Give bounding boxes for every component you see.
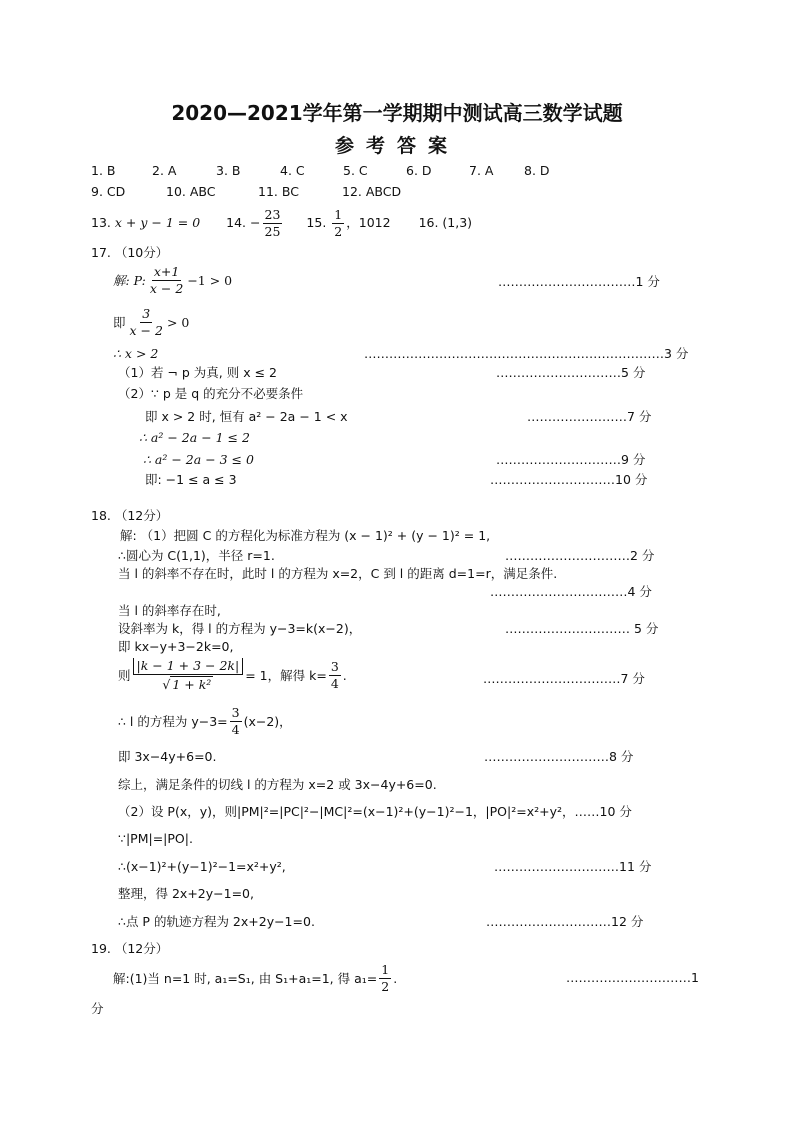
q18-score-2: …………………………2 分 — [505, 548, 655, 563]
q18-score-7: ……………………………7 分 — [483, 671, 645, 686]
page-subtitle: 参考答案 — [334, 135, 459, 157]
q15-label: 15. — [306, 215, 327, 230]
q15-fraction: $\frac{1}{2}$ — [334, 206, 343, 239]
q17-line1: 解: P: $\frac{x+1}{x - 2}$ −1 > 0 — [113, 264, 233, 296]
q18-line15: ∴点 P 的轨迹方程为 2x+2y−1=0. — [118, 914, 315, 929]
q18-line13: ∴(x−1)²+(y−1)²−1=x²+y², — [118, 859, 286, 874]
q18-line4: 当 l 的斜率存在时, — [118, 603, 221, 618]
q19-score-1: …………………………1 — [566, 970, 699, 985]
q17-line6: 即 x > 2 时, 恒有 a² − 2a − 1 < x — [145, 409, 348, 424]
mc-answer: 8. D — [524, 163, 550, 178]
q18-score-8: …………………………8 分 — [484, 749, 634, 764]
fill-in-answers — [91, 203, 472, 243]
q18-line8: ∴ l 的方程为 y−3= $\frac{3}{4}$ (x−2)， — [118, 705, 292, 737]
page-title: 2020—2021学年第一学期期中测试高三数学试题 — [171, 101, 623, 125]
q17-line9: 即: −1 ≤ a ≤ 3 — [145, 472, 237, 487]
q18-line2: ∴圆心为 C(1,1)，半径 r=1. — [118, 548, 275, 563]
q18-line9: 即 3x−4y+6=0. — [118, 749, 217, 764]
q17-line8: ∴ a² − 2a − 3 ≤ 0 — [143, 452, 254, 467]
q18-score-12: …………………………12 分 — [486, 914, 644, 929]
mc-answer: 7. A — [469, 163, 494, 178]
q18-line6: 即 kx−y+3−2k=0, — [118, 639, 234, 654]
q17-line3: ∴ x > 2 — [113, 346, 159, 361]
q17-score-1: ……………………………1 分 — [498, 274, 660, 289]
q17-score-7: ……………………7 分 — [527, 409, 652, 424]
q13-label: 13. — [91, 215, 111, 230]
q18-score-5: ………………………… 5 分 — [505, 621, 659, 636]
q18-line3: 当 l 的斜率不存在时，此时 l 的方程为 x=2，C 到 l 的距离 d=1=r，满足条件. — [118, 566, 558, 581]
q14-label: 14. — [226, 215, 247, 230]
q17-score-5: …………………………5 分 — [496, 365, 646, 380]
q17-line5: （2）∵ p 是 q 的充分不必要条件 — [118, 386, 304, 401]
q17-line7: ∴ a² − 2a − 1 ≤ 2 — [139, 430, 250, 445]
q18-line14: 整理，得 2x+2y−1=0, — [118, 886, 254, 901]
q17-score-9: …………………………9 分 — [496, 452, 646, 467]
mc-answer: 1. B — [91, 163, 116, 178]
q18-score-11: …………………………11 分 — [494, 859, 652, 874]
q18-line1: 解: （1）把圆 C 的方程化为标准方程为 (x − 1)² + (y − 1)² = 1, — [120, 528, 491, 543]
mc-answer: 2. A — [152, 163, 177, 178]
mc-answer: 10. ABC — [166, 184, 216, 199]
q18-line7: 则 $\frac{|k - 1 + 3 - 2k|}{\text{√ 1 + k²}}$ = 1，解得 k= $\frac{3}{4}$ . — [118, 658, 347, 692]
q17-score-10: …………………………10 分 — [490, 472, 648, 487]
q15-rest: ，1012 — [346, 215, 391, 230]
q16-answer: 16. (1,3) — [418, 215, 473, 230]
q19-header: 19. （12分） — [91, 941, 169, 956]
q18-line12: ∵|PM|=|PO|. — [118, 831, 193, 846]
q18-line11: （2）设 P(x，y)，则|PM|²=|PC|²−|MC|²=(x−1)²+(y−1)²−1，|PO|²=x²+y²，……10 分 — [118, 804, 632, 819]
q18-line10: 综上，满足条件的切线 l 的方程为 x=2 或 3x−4y+6=0. — [118, 777, 437, 792]
q13-answer: x + y − 1 = 0 — [114, 215, 201, 230]
mc-answer: 3. B — [216, 163, 241, 178]
q17-line2: 即 $\frac{3}{x - 2}$ > 0 — [113, 306, 190, 338]
q14-fraction: $\frac{23}{25}$ — [264, 206, 281, 239]
q17-score-3: ………………………………………………………………3 分 — [364, 346, 689, 361]
q18-line5: 设斜率为 k，得 l 的方程为 y−3=k(x−2)， — [118, 621, 362, 636]
q17-header: 17. （10分） — [91, 245, 169, 260]
q18-score-4: ……………………………4 分 — [490, 584, 652, 599]
q17-line4: （1）若 ¬ p 为真, 则 x ≤ 2 — [118, 365, 277, 380]
mc-answer: 9. CD — [91, 184, 126, 199]
q19-line2: 分 — [91, 1001, 104, 1016]
q19-line1: 解:(1)当 n=1 时, a₁=S₁, 由 S₁+a₁=1, 得 a₁= $\frac{1}{2}$ . — [113, 962, 398, 994]
mc-answer: 5. C — [343, 163, 368, 178]
mc-answer: 4. C — [280, 163, 305, 178]
mc-answer: 12. ABCD — [342, 184, 402, 199]
mc-answer: 6. D — [406, 163, 432, 178]
mc-answer: 11. BC — [258, 184, 299, 199]
q14-sign: − — [250, 215, 261, 230]
q18-header: 18. （12分） — [91, 508, 169, 523]
